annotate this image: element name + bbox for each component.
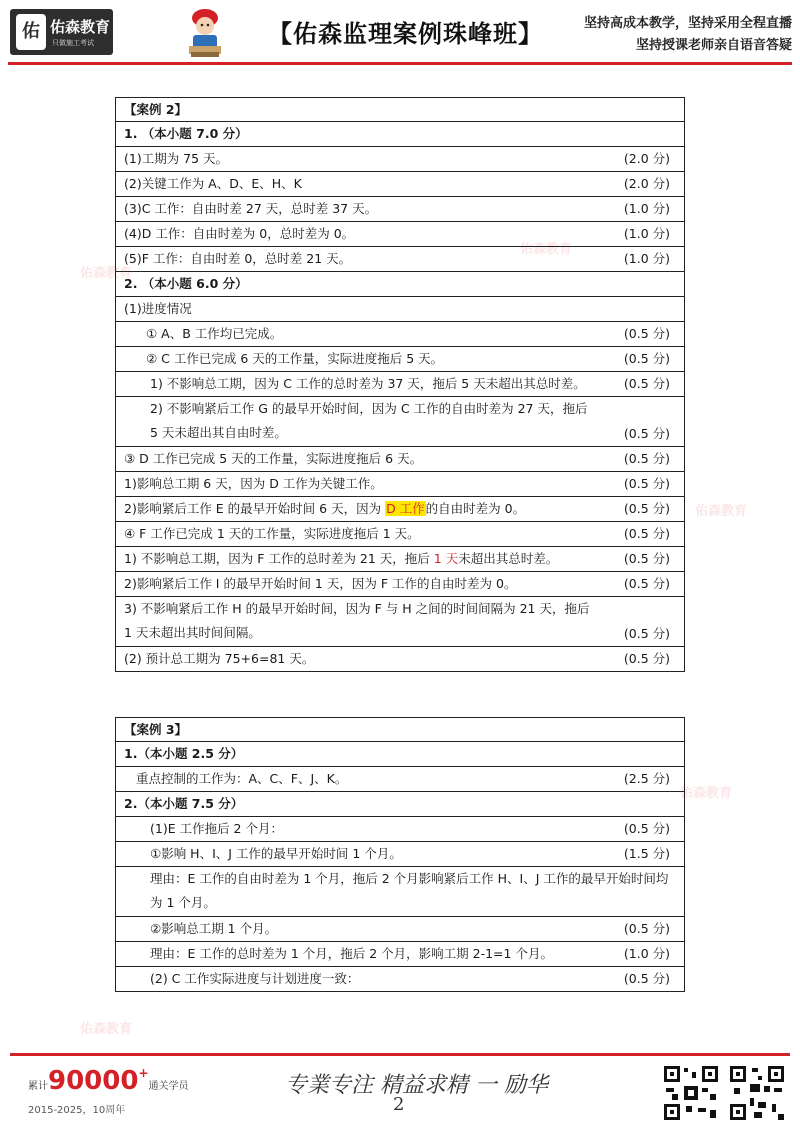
answer-row: ④ F 工作已完成 1 天的工作量，实际进度拖后 1 天。 (0.5 分)	[115, 522, 685, 547]
question-title: 1. （本小题 7.0 分）	[115, 122, 685, 147]
handwritten-signature: 专業专注 精益求精 一 励华	[285, 1073, 548, 1098]
logo-mark: 佑	[16, 14, 46, 50]
student-count: 累计90000+通关学员	[28, 1066, 189, 1096]
answer-row: 3) 不影响紧后工作 H 的最早开始时间，因为 F 与 H 之间的时间间隔为 21 天，拖后 1 天未超出其时间间隔。 (0.5 分)	[115, 597, 685, 647]
answer-row: (3)C 工作：自由时差 27 天，总时差 37 天。 (1.0 分)	[115, 197, 685, 222]
answer-row: (1)工期为 75 天。 (2.0 分)	[115, 147, 685, 172]
watermark: 佑森教育	[520, 242, 573, 257]
brand-logo	[10, 9, 113, 55]
red-text: 1 天	[433, 551, 459, 566]
qr-code-icon	[728, 1064, 786, 1122]
header-divider	[8, 62, 792, 65]
qr-code-icon	[662, 1064, 720, 1122]
answer-row: 2)影响紧后工作 I 的最早开始时间 1 天，因为 F 工作的自由时差为 0。 (0.5 分)	[115, 572, 685, 597]
watermark: 佑森教育	[80, 1022, 133, 1037]
answer-row: 1) 不影响总工期，因为 F 工作的总时差为 21 天，拖后 1 天未超出其总时差。 (0.5 分)	[115, 547, 685, 572]
page-number: 2	[393, 1094, 405, 1115]
answer-row: ① A、B 工作均已完成。 (0.5 分)	[115, 322, 685, 347]
mascot-icon	[183, 6, 227, 58]
count-value: 90000	[48, 1066, 139, 1096]
page-header	[0, 0, 800, 64]
case-3-table	[115, 717, 685, 992]
answer-row: ③ D 工作已完成 5 天的工作量，实际进度拖后 6 天。 (0.5 分)	[115, 447, 685, 472]
answer-row: 1) 不影响总工期，因为 C 工作的总时差为 37 天，拖后 5 天未超出其总时差。 (0.5 分)	[115, 372, 685, 397]
answer-row: ② C 工作已完成 6 天的工作量，实际进度拖后 5 天。 (0.5 分)	[115, 347, 685, 372]
answer-row: 2) 不影响紧后工作 G 的最早开始时间，因为 C 工作的自由时差为 27 天，拖后 5 天未超出其自由时差。 (0.5 分)	[115, 397, 685, 447]
footer-divider	[10, 1053, 790, 1056]
answer-row: 重点控制的工作为：A、C、F、J、K。 (2.5 分)	[115, 767, 685, 792]
answer-row: 2)影响紧后工作 E 的最早开始时间 6 天，因为 D 工作的自由时差为 0。 (0.5 分)	[115, 497, 685, 522]
case-heading: 【案例 2】	[115, 97, 685, 122]
answer-row: (2)关键工作为 A、D、E、H、K (2.0 分)	[115, 172, 685, 197]
answer-row: (2) 预计总工期为 75+6=81 天。 (0.5 分)	[115, 647, 685, 672]
answer-row: ②影响总工期 1 个月。 (0.5 分)	[115, 917, 685, 942]
answer-row: 1)影响总工期 6 天，因为 D 工作为关键工作。 (0.5 分)	[115, 472, 685, 497]
highlighted-text: D 工作	[386, 501, 425, 516]
answer-row: (4)D 工作：自由时差为 0，总时差为 0。 (1.0 分)	[115, 222, 685, 247]
watermark: 佑森教育	[80, 266, 133, 281]
answer-row: (2) C 工作实际进度与计划进度一致： (0.5 分)	[115, 967, 685, 992]
logo-subtext: 只做施工考试	[52, 39, 94, 47]
question-title: 1.（本小题 2.5 分）	[115, 742, 685, 767]
slogan-line-1: 坚持高成本教学，坚持采用全程直播	[583, 16, 792, 31]
answer-row: 理由：E 工作的自由时差为 1 个月，拖后 2 个月影响紧后工作 H、I、J 工作的最早开始时间均为 1 个月。	[115, 867, 685, 917]
case-heading: 【案例 3】	[115, 717, 685, 742]
banner-title: 【佑森监理案例珠峰班】	[268, 20, 543, 48]
watermark: 佑森教育	[695, 504, 748, 519]
watermark: 佑森教育	[680, 786, 733, 801]
answer-row: (5)F 工作：自由时差 0，总时差 21 天。 (1.0 分)	[115, 247, 685, 272]
slogan-line-2: 坚持授课老师亲自语音答疑	[635, 38, 792, 53]
section-label: (1)进度情况	[115, 297, 685, 322]
answer-row: (1)E 工作拖后 2 个月： (0.5 分)	[115, 817, 685, 842]
anniversary-text: 2015-2025，10周年	[28, 1105, 126, 1116]
case-2-table	[115, 97, 685, 672]
question-title: 2.（本小题 7.5 分）	[115, 792, 685, 817]
question-title: 2. （本小题 6.0 分）	[115, 272, 685, 297]
answer-row: 理由：E 工作的总时差为 1 个月，拖后 2 个月，影响工期 2-1=1 个月。 (1.0 分)	[115, 942, 685, 967]
answer-row: ①影响 H、I、J 工作的最早开始时间 1 个月。 (1.5 分)	[115, 842, 685, 867]
logo-text: 佑森教育	[50, 18, 111, 36]
